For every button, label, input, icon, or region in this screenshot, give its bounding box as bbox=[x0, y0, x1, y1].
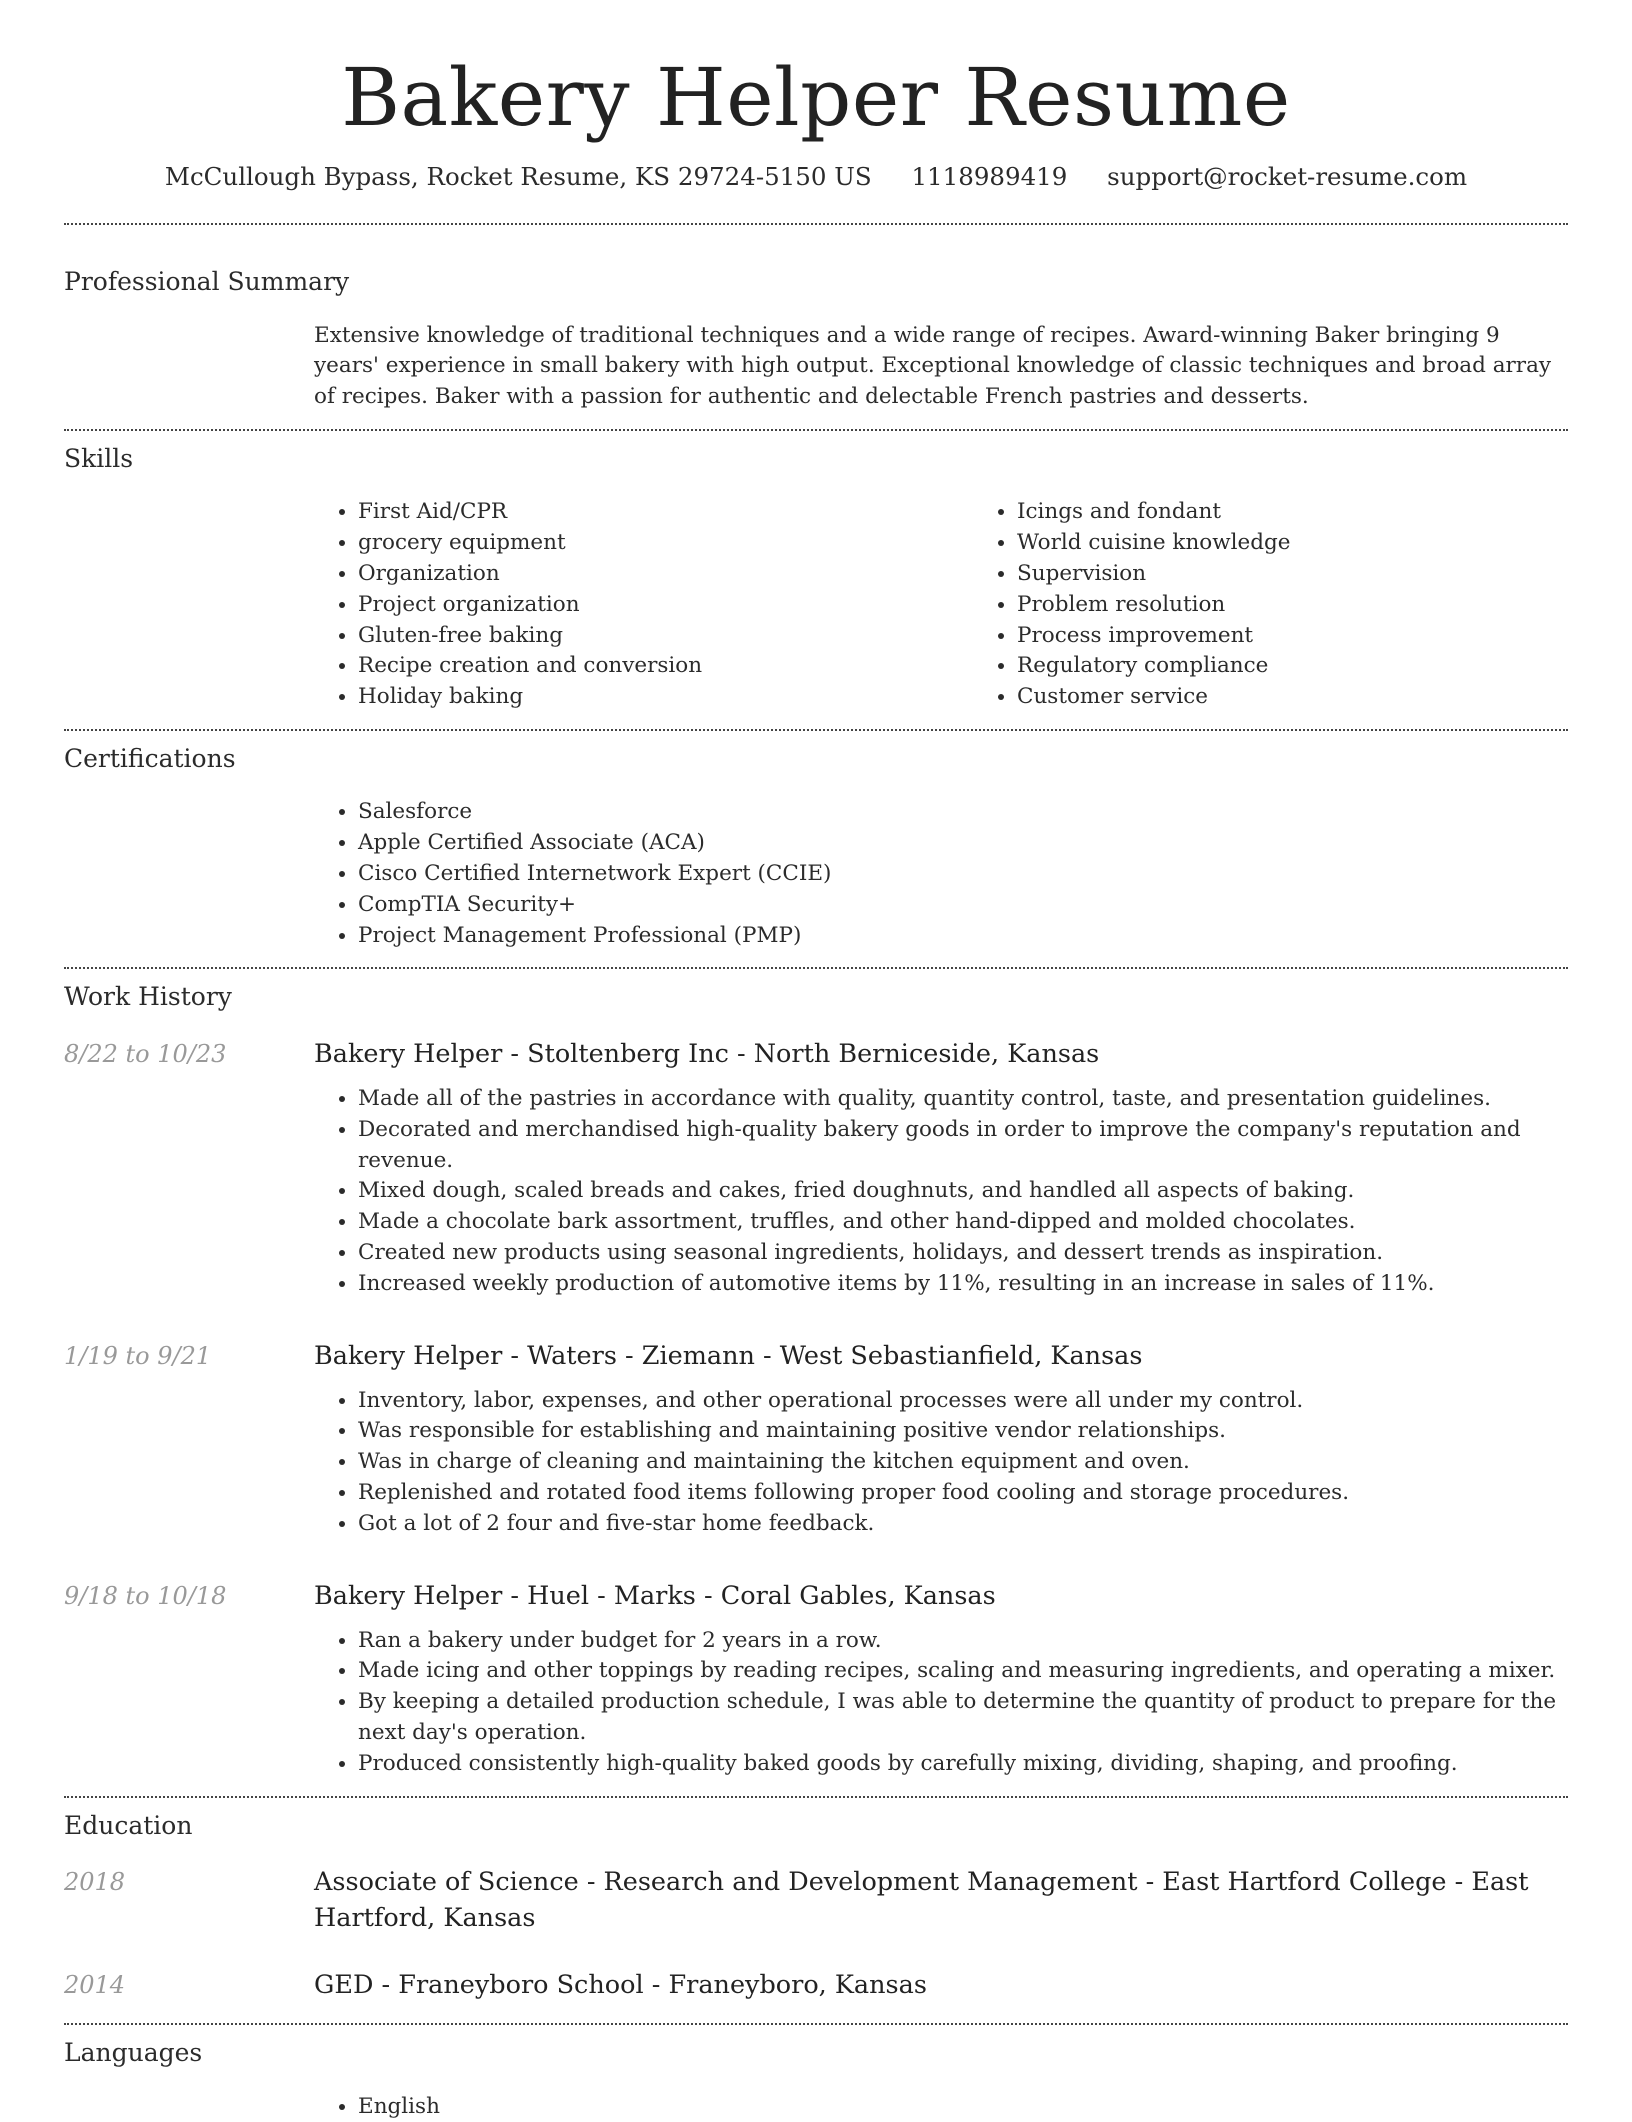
job-bullet: • Was in charge of cleaning and maintaining the kitchen equipment and oven. bbox=[358, 1447, 1568, 1478]
education-year: 2014 bbox=[64, 1967, 314, 2003]
section-title-education: Education bbox=[64, 1810, 1568, 1843]
job-bullet: • Got a lot of 2 four and five-star home feedback. bbox=[358, 1509, 1568, 1540]
certification-item: • Apple Certified Associate (ACA) bbox=[358, 828, 1568, 859]
summary-section bbox=[64, 225, 1568, 429]
skills-list-right bbox=[973, 497, 1568, 713]
job-bullet: • Ran a bakery under budget for 2 years in a row. bbox=[358, 1626, 1568, 1657]
job-bullet: • Was responsible for establishing and maintaining positive vendor relationships. bbox=[358, 1416, 1568, 1447]
skill-item: • Holiday baking bbox=[358, 682, 973, 713]
certifications-body bbox=[314, 797, 1568, 967]
skill-item: • Customer service bbox=[1017, 682, 1568, 713]
contact-email: support@rocket-resume.com bbox=[1107, 162, 1467, 191]
section-title-languages: Languages bbox=[64, 2037, 1568, 2070]
skill-item: • Project organization bbox=[358, 590, 973, 621]
education-section bbox=[64, 1798, 1568, 2024]
contact-address: McCullough Bypass, Rocket Resume, KS 29724-5150 US bbox=[165, 162, 872, 191]
job-heading: Bakery Helper - Stoltenberg Inc - North Berniceside, Kansas bbox=[314, 1036, 1568, 1072]
job-details bbox=[314, 1626, 1568, 1796]
job-bullets bbox=[314, 1386, 1568, 1540]
skill-item: • Gluten-free baking bbox=[358, 621, 973, 652]
job-bullet: • Mixed dough, scaled breads and cakes, fried doughnuts, and handled all aspects of baking. bbox=[358, 1176, 1568, 1207]
education-entry bbox=[64, 1864, 1568, 1936]
skill-item: • World cuisine knowledge bbox=[1017, 528, 1568, 559]
skill-item: • Process improvement bbox=[1017, 621, 1568, 652]
job-entry bbox=[64, 1578, 1568, 1614]
job-bullet: • Increased weekly production of automotive items by 11%, resulting in an increase in sales of 11%. bbox=[358, 1269, 1568, 1300]
skills-list-left bbox=[314, 497, 973, 713]
education-heading: Associate of Science - Research and Development Management - East Hartford College - East Hartford, Kansas bbox=[314, 1864, 1568, 1936]
section-title-summary: Professional Summary bbox=[64, 266, 1568, 299]
job-details bbox=[314, 1084, 1568, 1300]
education-year: 2018 bbox=[64, 1864, 314, 1936]
languages-list bbox=[314, 2092, 1568, 2122]
skill-item: • Organization bbox=[358, 559, 973, 590]
education-entry bbox=[64, 1967, 1568, 2023]
language-item: • English bbox=[358, 2092, 1568, 2122]
job-bullet: • Decorated and merchandised high-quality bakery goods in order to improve the company's reputation and revenue. bbox=[358, 1115, 1568, 1177]
section-title-skills: Skills bbox=[64, 443, 1568, 476]
job-bullet: • Created new products using seasonal ingredients, holidays, and dessert trends as inspiration. bbox=[358, 1238, 1568, 1269]
job-dates: 8/22 to 10/23 bbox=[64, 1036, 314, 1072]
skill-item: • First Aid/CPR bbox=[358, 497, 973, 528]
certification-item: • Project Management Professional (PMP) bbox=[358, 921, 1568, 952]
job-entry bbox=[64, 1338, 1568, 1374]
job-bullet: • Inventory, labor, expenses, and other operational processes were all under my control. bbox=[358, 1386, 1568, 1417]
languages-body bbox=[314, 2092, 1568, 2122]
work-history-section bbox=[64, 969, 1568, 1795]
contact-line bbox=[0, 162, 1632, 191]
skills-section bbox=[64, 431, 1568, 729]
contact-phone: 1118989419 bbox=[911, 162, 1067, 191]
job-details bbox=[314, 1386, 1568, 1540]
certifications-list bbox=[314, 797, 1568, 951]
job-bullets bbox=[314, 1626, 1568, 1780]
job-bullet: • Produced consistently high-quality baked goods by carefully mixing, dividing, shaping, and proofing. bbox=[358, 1749, 1568, 1780]
job-bullet: • Made icing and other toppings by reading recipes, scaling and measuring ingredients, and operating a mixer. bbox=[358, 1656, 1568, 1687]
job-heading: Bakery Helper - Waters - Ziemann - West Sebastianfield, Kansas bbox=[314, 1338, 1568, 1374]
certifications-section bbox=[64, 731, 1568, 967]
section-title-work-history: Work History bbox=[64, 981, 1568, 1014]
job-bullet: • Replenished and rotated food items following proper food cooling and storage procedures. bbox=[358, 1478, 1568, 1509]
resume-title: Bakery Helper Resume bbox=[0, 0, 1632, 146]
certification-item: • Cisco Certified Internetwork Expert (CCIE) bbox=[358, 859, 1568, 890]
job-bullet: • Made a chocolate bark assortment, truffles, and other hand-dipped and molded chocolates. bbox=[358, 1207, 1568, 1238]
skill-item: • Regulatory compliance bbox=[1017, 651, 1568, 682]
skill-item: • grocery equipment bbox=[358, 528, 973, 559]
skills-columns bbox=[314, 497, 1568, 729]
skill-item: • Icings and fondant bbox=[1017, 497, 1568, 528]
job-bullet: • Made all of the pastries in accordance with quality, quantity control, taste, and presentation guidelines. bbox=[358, 1084, 1568, 1115]
skill-item: • Recipe creation and conversion bbox=[358, 651, 973, 682]
job-dates: 1/19 to 9/21 bbox=[64, 1338, 314, 1374]
summary-text: Extensive knowledge of traditional techniques and a wide range of recipes. Award-winning Baker bringing 9 years' experience in small bakery with high output. Exceptional knowledge of classic techniques and broad array of recipes. Baker with a passion for authentic and delectable French pastries and desserts. bbox=[314, 321, 1568, 429]
certification-item: • CompTIA Security+ bbox=[358, 890, 1568, 921]
job-entry bbox=[64, 1036, 1568, 1072]
job-heading: Bakery Helper - Huel - Marks - Coral Gables, Kansas bbox=[314, 1578, 1568, 1614]
job-dates: 9/18 to 10/18 bbox=[64, 1578, 314, 1614]
certification-item: • Salesforce bbox=[358, 797, 1568, 828]
languages-section bbox=[64, 2025, 1568, 2122]
education-heading: GED - Franeyboro School - Franeyboro, Kansas bbox=[314, 1967, 1568, 2003]
skill-item: • Supervision bbox=[1017, 559, 1568, 590]
job-bullets bbox=[314, 1084, 1568, 1300]
job-bullet: • By keeping a detailed production schedule, I was able to determine the quantity of product to prepare for the next day's operation. bbox=[358, 1687, 1568, 1749]
section-title-certifications: Certifications bbox=[64, 743, 1568, 776]
skill-item: • Problem resolution bbox=[1017, 590, 1568, 621]
